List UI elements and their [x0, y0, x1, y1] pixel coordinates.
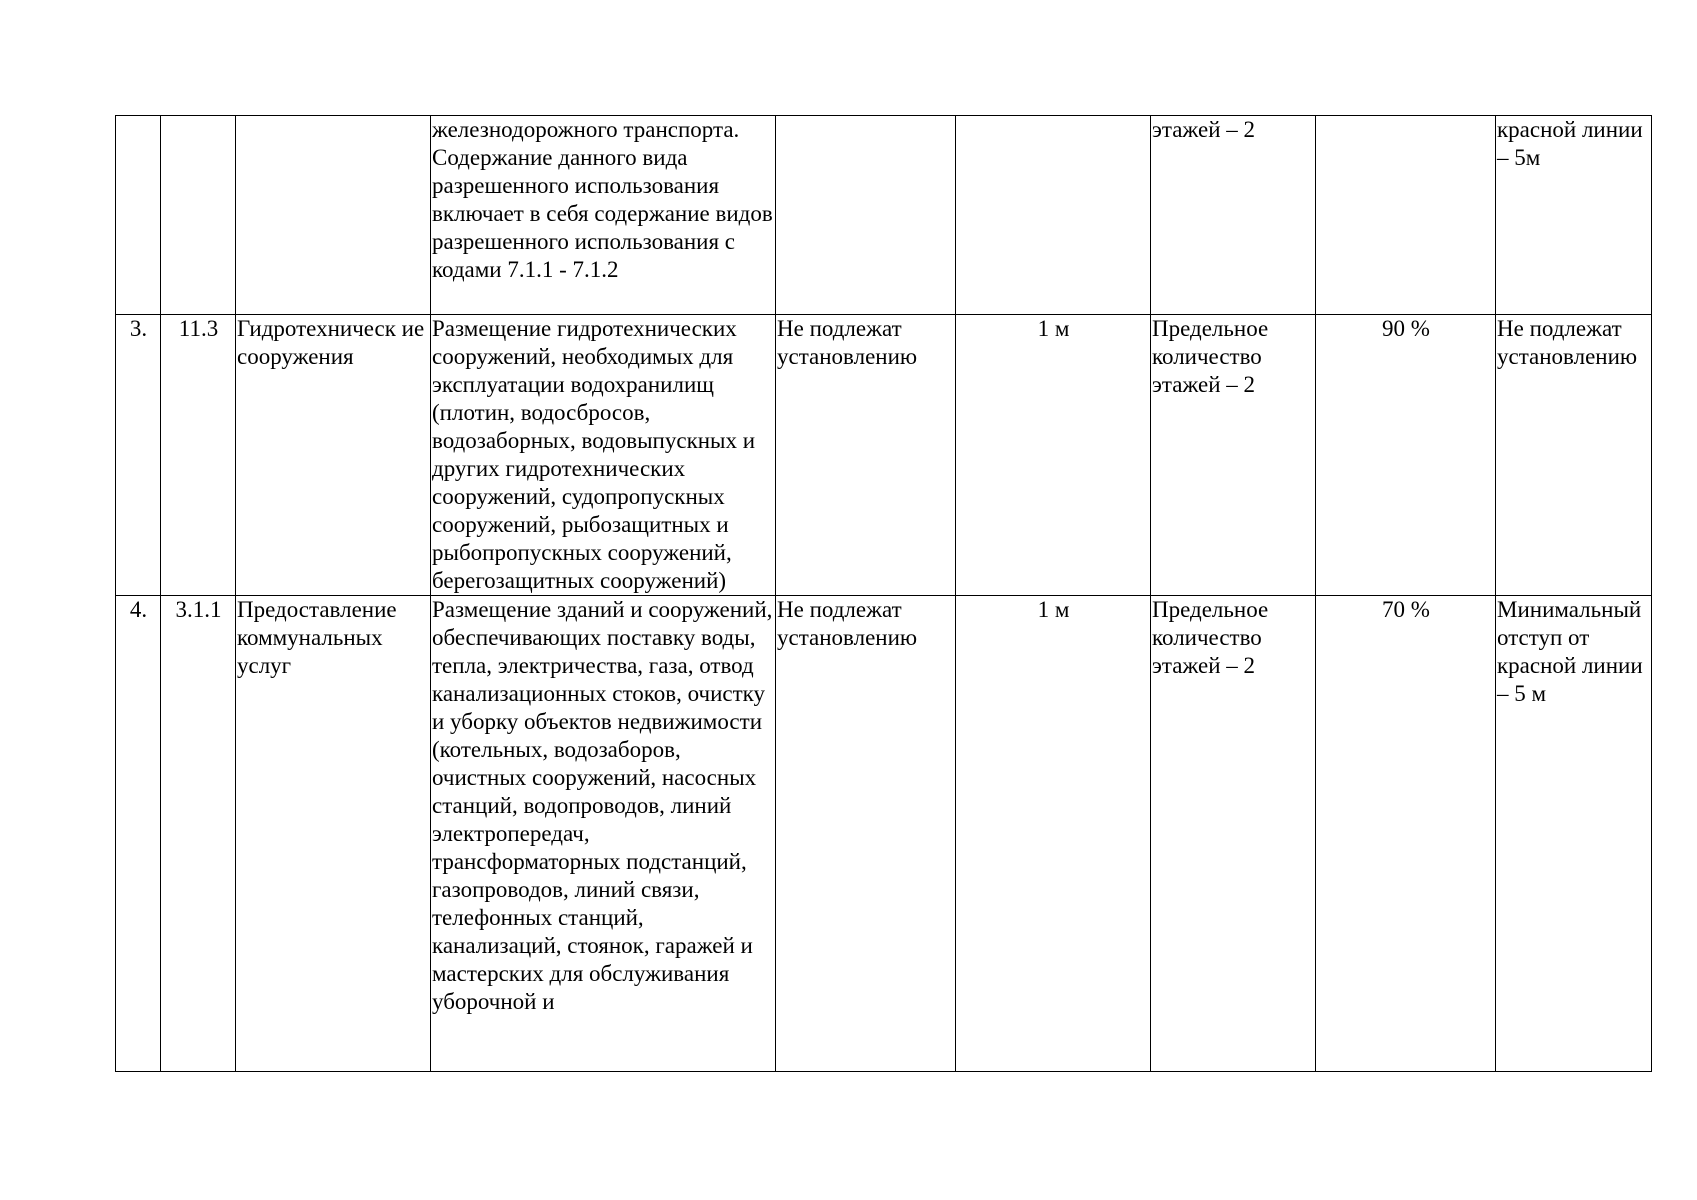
code-cell: 3.1.1: [161, 596, 236, 1072]
table-row: [116, 315, 1652, 596]
code-cell: 11.3: [161, 315, 236, 596]
code-cell: [161, 116, 236, 315]
setback-cell: [956, 116, 1151, 315]
floors-limit-cell: Предельное количество этажей – 2: [1151, 596, 1316, 1072]
min-plot-size-cell: Не подлежат установлению: [776, 315, 956, 596]
table-row: [116, 116, 1652, 315]
min-plot-size-cell: [776, 116, 956, 315]
setback-cell: 1 м: [956, 596, 1151, 1072]
row-number-cell: 4.: [116, 596, 161, 1072]
coverage-percent-cell: 70 %: [1316, 596, 1496, 1072]
description-cell: Размещение зданий и сооружений, обеспечивающих поставку воды, тепла, электричества, газа, отвод канализационных стоков, очистку и уборку объектов недвижимости (котельных, водозаборов, очистных сооружений, насосных станций, водопроводов, линий электропередач, трансформаторных подстанций, газопроводов, линий связи, телефонных станций, канализаций, стоянок, гаражей и мастерских для обслуживания уборочной и: [431, 596, 776, 1072]
other-params-cell: Минимальный отступ от красной линии – 5 м: [1496, 596, 1652, 1072]
land-use-regulations-table: [115, 115, 1652, 1072]
min-plot-size-cell: Не подлежат установлению: [776, 596, 956, 1072]
table-row: [116, 596, 1652, 1072]
other-params-cell: Не подлежат установлению: [1496, 315, 1652, 596]
coverage-percent-cell: 90 %: [1316, 315, 1496, 596]
use-type-name-cell: Предоставление коммунальных услуг: [236, 596, 431, 1072]
description-cell: Размещение гидротехнических сооружений, необходимых для эксплуатации водохранилищ (плотин, водосбросов, водозаборных, водовыпускных и других гидротехнических сооружений, судопропускных сооружений, рыбозащитных и рыбопропускных сооружений, берегозащитных сооружений): [431, 315, 776, 596]
other-params-cell: красной линии – 5м: [1496, 116, 1652, 315]
use-type-name-cell: [236, 116, 431, 315]
description-cell: железнодорожного транспорта. Содержание данного вида разрешенного использования включает в себя содержание видов разрешенного использования с кодами 7.1.1 - 7.1.2: [431, 116, 776, 315]
setback-cell: 1 м: [956, 315, 1151, 596]
row-number-cell: [116, 116, 161, 315]
use-type-name-cell: Гидротехническ ие сооружения: [236, 315, 431, 596]
floors-limit-cell: этажей – 2: [1151, 116, 1316, 315]
coverage-percent-cell: [1316, 116, 1496, 315]
row-number-cell: 3.: [116, 315, 161, 596]
floors-limit-cell: Предельное количество этажей – 2: [1151, 315, 1316, 596]
